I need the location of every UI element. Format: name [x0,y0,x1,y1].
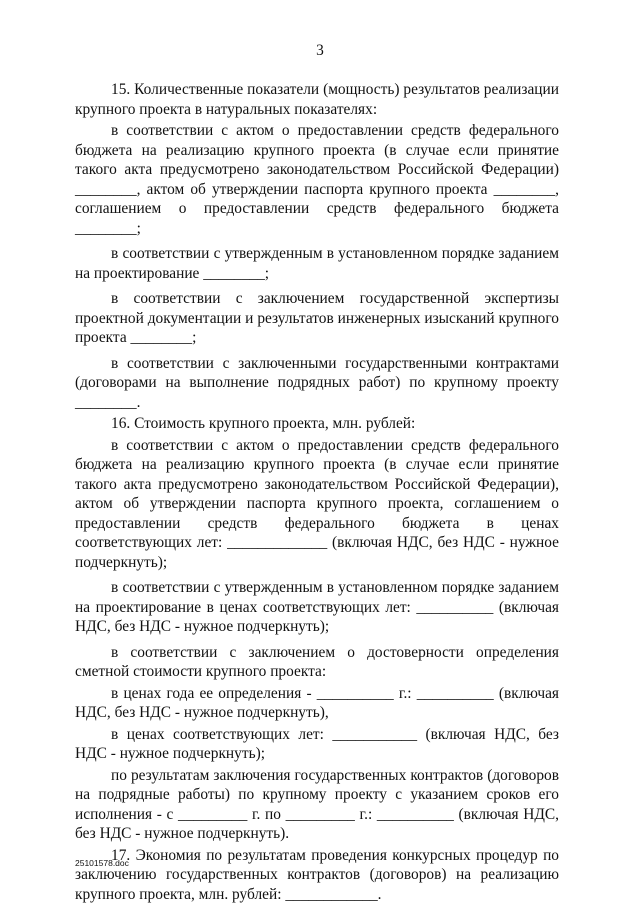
paragraph-16-title: 16. Стоимость крупного проекта, млн. рублей: [111,415,416,432]
paragraph-16-task: в соответствии с утвержденным в установленном порядке заданием на проектирование в ценах соответствующих лет: __________ (включая НДС, без НДС - нужное подчеркнуть); [75,579,559,635]
paragraph-17-savings: 17. Экономия по результатам проведения конкурсных процедур по заключению государственных контрактов (договоров) на реализацию крупного проекта, млн. рублей: ____________. [75,846,559,903]
paragraph-16-current-prices: в ценах соответствующих лет: ___________ (включая НДС, без НДС - нужное подчеркнуть); [75,725,559,762]
paragraph-16-act: в соответствии с актом о предоставлении средств федерального бюджета на реализацию крупного проекта (в случае если принятие такого акта предусмотрено законодательством Российской Федерации), актом об утверждении паспорта крупного проекта, соглашением о предоставлении средств федерального бюджета в ценах соответствующих лет: _____________ (включая НДС, без НДС - нужное подчеркнуть); [75,436,559,571]
paragraph-15-contracts: в соответствии с заключенными государственными контрактами (договорами на выполнение подрядных работ) по крупному проекту ________. [75,354,559,411]
paragraph-16-contract-results: по результатам заключения государственных контрактов (договоров на подрядные работы) по крупному проекту с указанием сроков его исполнения - с _________ г. по _________ г.: __________ (включая НДС, без НДС - нужное подчеркнуть). [75,766,559,842]
paragraph-15-expertise: в соответствии с заключением государственной экспертизы проектной документации и результатов инженерных изысканий крупного проекта ________; [75,290,559,346]
file-name-footer: 25101578.doc [75,858,129,868]
page-number: 3 [316,42,324,59]
paragraph-15-act: в соответствии с актом о предоставлении средств федерального бюджета на реализацию крупного проекта (в случае если принятие такого акта предусмотрено законодательством Российской Федерации) ________, актом об утверждении паспорта крупного проекта ________, соглашением о предоставлении средств федерального бюджета ________; [75,122,559,237]
document-body [75,80,559,904]
paragraph-15-title: 15. Количественные показатели (мощность) результатов реализации крупного проекта в натуральных показателях: [75,81,559,118]
paragraph-16-year-prices: в ценах года ее определения - __________ г.: __________ (включая НДС, без НДС - нужное подчеркнуть), [75,684,559,721]
paragraph-15-task: в соответствии с утвержденным в установленном порядке заданием на проектирование ________; [75,245,559,282]
paragraph-16-estimate: в соответствии с заключением о достоверности определения сметной стоимости крупного проекта: [75,643,559,680]
